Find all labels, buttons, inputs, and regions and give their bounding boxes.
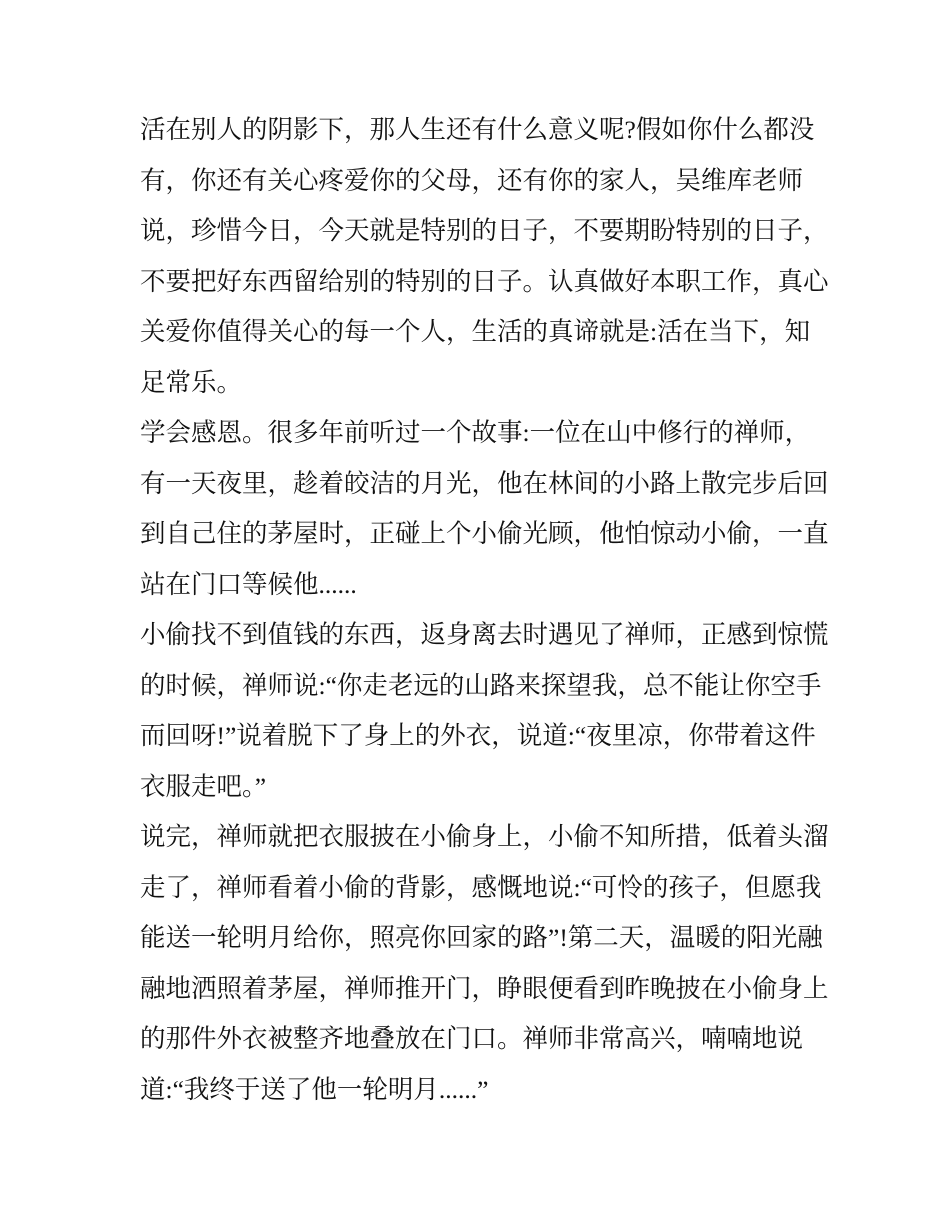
text-line: 有一天夜里，趁着皎洁的月光，他在林间的小路上散完步后回 xyxy=(140,468,829,498)
text-line: 到自己住的茅屋时，正碰上个小偷光顾，他怕惊动小偷，一直 xyxy=(140,519,829,548)
text-line: 走了，禅师看着小偷的背影，感慨地说:“可怜的孩子，但愿我 xyxy=(140,872,822,902)
text-line: 足常乐。 xyxy=(140,367,243,397)
text-line: 关爱你值得关心的每一个人，生活的真谛就是:活在当下，知 xyxy=(140,317,811,346)
paragraph-3 xyxy=(140,610,830,812)
text-line: 道:“我终于送了他一轮明月......” xyxy=(140,1074,489,1104)
text-line: 的那件外衣被整齐地叠放在门口。禅师非常高兴，喃喃地说 xyxy=(140,1024,804,1053)
text-line: 的时候，禅师说:“你走老远的山路来探望我，总不能让你空手 xyxy=(140,670,822,700)
text-line: 学会感恩。很多年前听过一个故事:一位在山中修行的禅师， xyxy=(140,418,811,447)
text-line: 不要把好东西留给别的特别的日子。认真做好本职工作，真心 xyxy=(140,266,829,296)
text-line: 而回呀!”说着脱下了身上的外衣，说道:“夜里凉，你带着这件 xyxy=(140,721,816,750)
paragraph-1 xyxy=(140,105,830,408)
paragraph-2 xyxy=(140,408,830,610)
text-line: 活在别人的阴影下，那人生还有什么意义呢?假如你什么都没 xyxy=(140,115,815,144)
paragraph-4 xyxy=(140,812,830,1115)
text-line: 衣服走吧。” xyxy=(140,771,267,801)
text-line: 小偷找不到值钱的东西，返身离去时遇见了禅师，正感到惊慌 xyxy=(140,620,829,649)
text-line: 融地洒照着茅屋，禅师推开门，睁眼便看到昨晚披在小偷身上 xyxy=(140,973,829,1003)
document-body xyxy=(140,105,830,1115)
text-line: 说，珍惜今日，今天就是特别的日子，不要期盼特别的日子， xyxy=(140,216,829,245)
text-line: 说完，禅师就把衣服披在小偷身上，小偷不知所措，低着头溜 xyxy=(140,822,829,851)
text-line: 有，你还有关心疼爱你的父母，还有你的家人，吴维库老师 xyxy=(140,165,804,195)
text-line: 站在门口等候他...... xyxy=(140,569,357,599)
text-line: 能送一轮明月给你，照亮你回家的路”!第二天，温暖的阳光融 xyxy=(140,923,823,952)
